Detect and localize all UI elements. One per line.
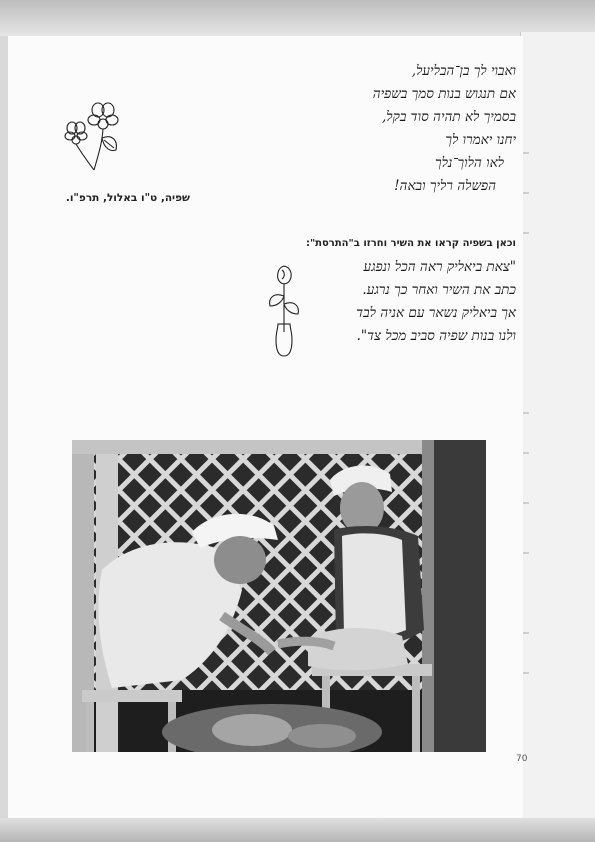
photograph bbox=[72, 440, 486, 752]
poem-line: בסמיך לא תהיה סוד בקל, bbox=[382, 109, 516, 125]
intro-line: וכאן בשפיה קראו את השיר וחרזו ב"התרסת": bbox=[305, 238, 516, 249]
poem-top bbox=[258, 60, 516, 198]
poem-line: אם תנגוש בנות סמך בשפיה bbox=[372, 86, 516, 102]
poem-line: ולנו בנות שפיה סביב מכל צד". bbox=[356, 328, 516, 344]
adjacent-page-number: 70 bbox=[516, 754, 528, 764]
scan-top-edge bbox=[0, 0, 595, 36]
poem-line: אך ביאליק נשאר עם אניה לבד bbox=[356, 305, 516, 321]
poem-line: ואבוי לך בן־הבליעל, bbox=[411, 63, 516, 79]
poem-line: יחנו יאמרו לך bbox=[445, 132, 516, 148]
adjacent-page-edge bbox=[520, 32, 595, 820]
poem-bottom bbox=[258, 256, 516, 348]
scan-bottom-edge bbox=[0, 818, 595, 842]
violet-flower-illustration bbox=[58, 98, 124, 174]
signature-date: שפיה, ט"ו באלול, תרפ"ו. bbox=[65, 192, 190, 204]
poem-line: הפשלה רליך ובאה! bbox=[394, 178, 496, 194]
poem-line: "צאת ביאליק ראה הכל ונפגע bbox=[363, 259, 516, 275]
poem-line: לאו הלוך־נלך bbox=[435, 155, 504, 171]
poem-line: כתב את השיר ואחר כך נרגע. bbox=[362, 282, 516, 298]
